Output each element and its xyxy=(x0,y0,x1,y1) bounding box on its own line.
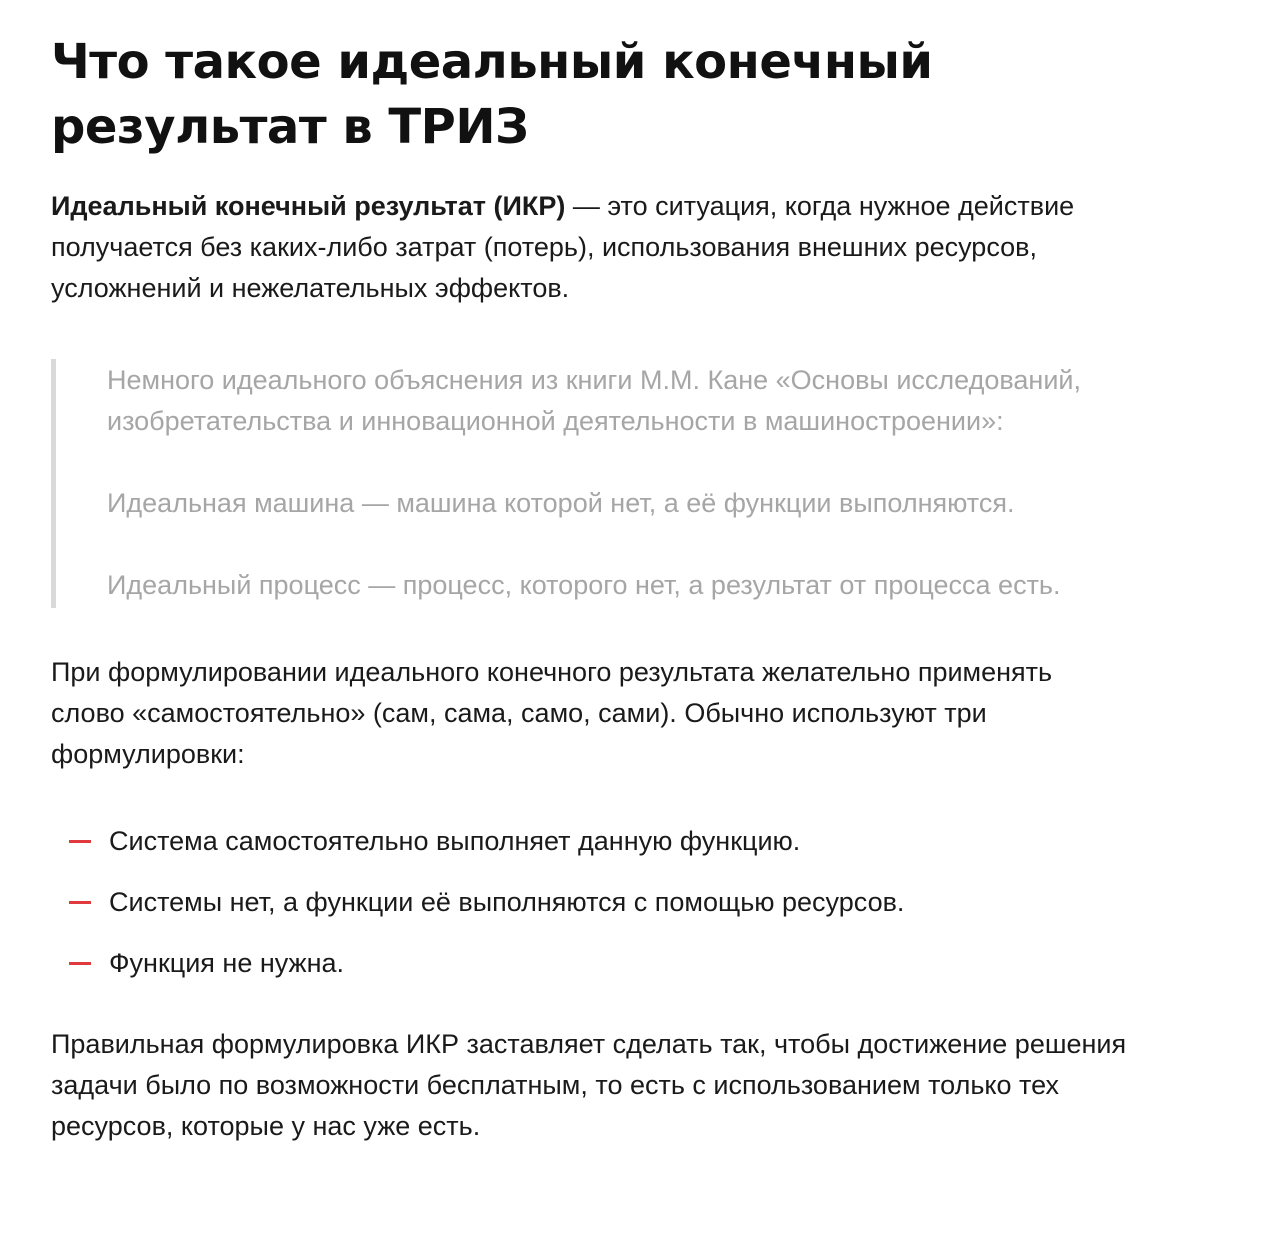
body-paragraph: Правильная формулировка ИКР заставляет сделать так, чтобы достижение решения задачи было по возможности бесплатным, то есть с использованием только тех ресурсов, которые у нас уже есть. xyxy=(51,1029,1127,1141)
list-item-text: Система самостоятельно выполняет данную функцию. xyxy=(109,826,801,856)
dash-bullet-icon xyxy=(69,840,91,843)
intro-paragraph xyxy=(51,186,1091,309)
list-item-text: Функция не нужна. xyxy=(109,948,345,978)
list-item xyxy=(51,943,1171,984)
list-item xyxy=(51,882,1171,923)
body-paragraph: При формулировании идеального конечного результата желательно применять слово «самостоятельно» (сам, сама, само, сами). Обычно используют три формулировки: xyxy=(51,657,1053,769)
formulations-list xyxy=(51,821,1171,984)
dash-bullet-icon xyxy=(69,962,91,965)
intro-term: Идеальный конечный результат (ИКР) xyxy=(51,191,566,221)
quote-line: Немного идеального объяснения из книги М.М. Кане «Основы исследований, изобретательства и инновационной деятельности в машиностроении»: xyxy=(107,365,1082,436)
list-item-text: Системы нет, а функции её выполняются с помощью ресурсов. xyxy=(109,887,905,917)
quote-line: Идеальная машина — машина которой нет, а её функции выполняются. xyxy=(107,488,1015,518)
article xyxy=(51,30,1171,1147)
intro-definition: — это ситуация, когда нужное действие получается без каких-либо затрат (потерь), использования внешних ресурсов, усложнений и нежелательных эффектов. xyxy=(51,191,1075,303)
quote-line: Идеальный процесс — процесс, которого нет, а результат от процесса есть. xyxy=(107,570,1061,600)
article-title: Что такое идеальный конечный результат в ТРИЗ xyxy=(51,34,933,155)
list-item xyxy=(51,821,1171,862)
quote-block xyxy=(51,359,1171,608)
dash-bullet-icon xyxy=(69,901,91,904)
